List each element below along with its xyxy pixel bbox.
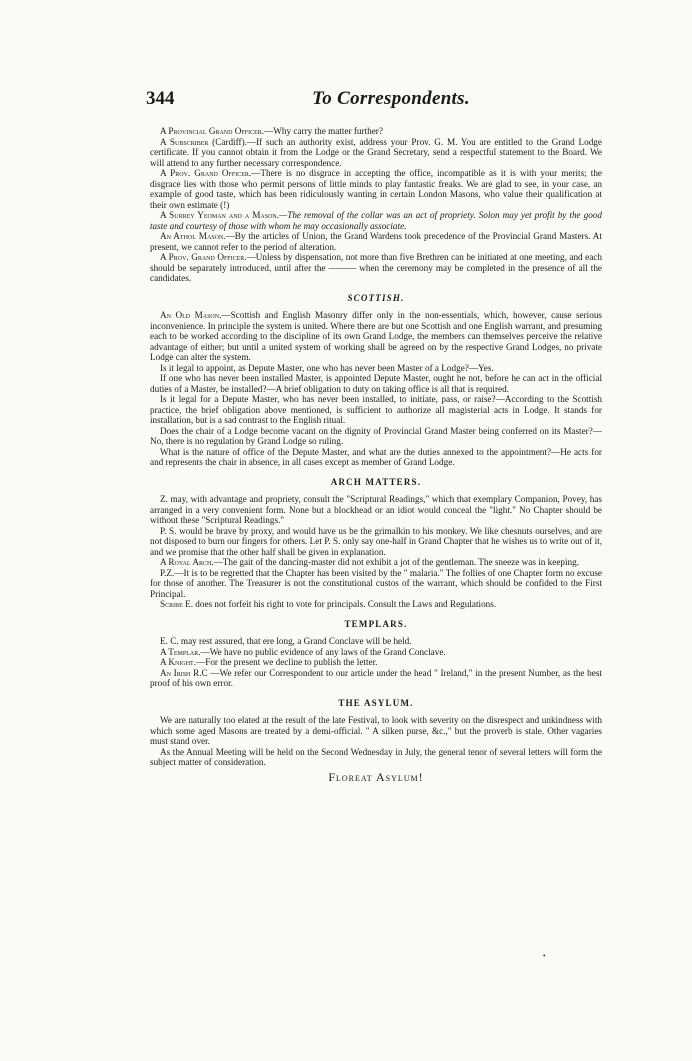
paragraph: What is the nature of office of the Depute Master, and what are the duties annexed to the appointment?—He acts for and represents the chair in absence, in all cases except as member of Grand Lodge. — [150, 446, 602, 467]
page-body — [150, 126, 602, 782]
paragraph: E. C. may rest assured, that ere long, a Grand Conclave will be held. — [160, 636, 412, 646]
paragraph: P. S. would be brave by proxy, and would have us be the grimalkin to his monkey. We like chesnuts ourselves, and are not disposed to burn our fingers for others. Let P. S. only say one-half in Grand Chapter that he wishes us to write out of it, and we promise that the other half shall be given in explanation. — [150, 525, 602, 557]
page-number: 344 — [146, 88, 175, 109]
page — [146, 88, 602, 784]
section-templars — [150, 636, 602, 689]
closing-motto: Floreat Asylum! — [328, 769, 424, 784]
section-heading-scottish: SCOTTISH. — [347, 292, 405, 303]
section-scottish — [150, 310, 602, 468]
paragraph: A Knight.—For the present we decline to publish the letter. — [160, 657, 378, 667]
print-mark: • — [543, 952, 546, 960]
section-asylum — [150, 715, 602, 768]
running-title: To Correspondents. — [312, 88, 470, 109]
section-heading-arch-matters: ARCH MATTERS. — [330, 476, 422, 487]
paragraph: A Prov. Grand Officer.—Unless by dispensation, not more than five Brethren can be initiated at one meeting, and each should be separately introduced, until after the ——— when the ceremony may be completed in the presence of all the candidates. — [150, 252, 602, 283]
section-heading-asylum: THE ASYLUM. — [338, 697, 414, 708]
paragraph: P.Z.—It is to be regretted that the Chapter has been visited by the " malaria." The follies of one Chapter form no excuse for those of another. The Treasurer is not the constitutional custos of the warrant, which should be confided to the First Principal. — [150, 567, 602, 599]
paragraph: Z. may, with advantage and propriety, consult the "Scriptural Readings," which that exemplary Companion, Povey, has arranged in a very convenient form. None but a blockhead or an idiot would conceal the "light." No Chapter should be without these "Scriptural Readings." — [150, 494, 602, 525]
paragraph: A Prov. Grand Officer.—There is no disgrace in accepting the office, incompatible as it is with your merits; the disgrace lies with those who permit persons of little minds to play fantastic freaks. We are glad to see, in your case, an example of good taste, which has been ridiculously wanting in certain London Masons, who value their qualification at their own estimate (!) — [150, 168, 602, 210]
paragraph: An Old Mason.—Scottish and English Masonry differ only in the non-essentials, which, however, cause serious inconvenience. In principle the system is united. Where there are but one Scottish and one English warrant, and presuming each to be worked according to the discipline of its own Grand Lodge, the members can themselves perceive the relative advantage of either; but until a united system of working shall be agreed on by the respective Grand Lodges, no private Lodge can alter the system. — [150, 310, 602, 362]
paragraph: As the Annual Meeting will be held on the Second Wednesday in July, the general tenor of several letters will form the subject matter of consideration. — [150, 746, 602, 767]
paragraph: A Subscriber (Cardiff).—If such an authority exist, address your Prov. G. M. You are entitled to the Grand Lodge certificate. If you cannot obtain it from the Lodge or the Grand Secretary, send a respectful statement to the Board. We will attend to any further necessary correspondence. — [150, 136, 602, 168]
paragraph: A Royal Arch.—The gait of the dancing-master did not exhibit a jot of the gentleman. The sneeze was in keeping. — [160, 557, 580, 567]
paragraph: Is it legal for a Depute Master, who has never been installed, to initiate, pass, or raise?—According to the Scottish practice, the brief obligation above mentioned, is sufficient to authorize all magisterial acts in Lodge. It stands for installation, but is a sad contrast to the English ritual. — [150, 394, 602, 425]
paragraph: An Irish R.C —We refer our Correspondent to our article under the head " Ireland," in the present Number, as the best proof of his own error. — [150, 667, 602, 688]
paragraph: A Templar.—We have no public evidence of any laws of the Grand Conclave. — [160, 646, 446, 657]
section-heading-templars: TEMPLARS. — [344, 618, 408, 629]
page-header — [146, 88, 602, 114]
paragraph: Scribe E. does not forfeit his right to vote for principals. Consult the Laws and Regulations. — [160, 599, 497, 609]
paragraph: If one who has never been installed Master, is appointed Depute Master, ought he not, before he can act in the official duties of a Master, be installed?—A brief obligation to duty on taking office is all that is required. — [150, 373, 602, 394]
paragraph: A Provincial Grand Officer.—Why carry the matter further? — [160, 126, 383, 136]
section-arch-matters — [150, 494, 602, 610]
paragraph: Is it legal to appoint, as Depute Master, one who has never been Master of a Lodge?—Yes. — [160, 362, 494, 373]
paragraph: A Surrey Yeoman and a Mason.—The removal of the collar was an act of propriety. Solon may yet profit by the good taste and courtesy of those with whom he may occasionally associate. — [150, 210, 602, 231]
paragraph: We are naturally too elated at the result of the late Festival, to look with severity on the disrespect and unkindness with which some aged Masons are treated by a demi-official. " A silken purse, &c.," but the proverb is stale. Other vagaries must stand over. — [150, 715, 602, 746]
paragraph: An Athol Mason.—By the articles of Union, the Grand Wardens took precedence of the Provincial Grand Masters. At present, we cannot refer to the period of alteration. — [150, 231, 602, 252]
paragraph: Does the chair of a Lodge become vacant on the dignity of Provincial Grand Master being conferred on its Master?—No, there is no regulation by Grand Lodge so ruling. — [150, 425, 602, 446]
section-general — [150, 126, 602, 284]
